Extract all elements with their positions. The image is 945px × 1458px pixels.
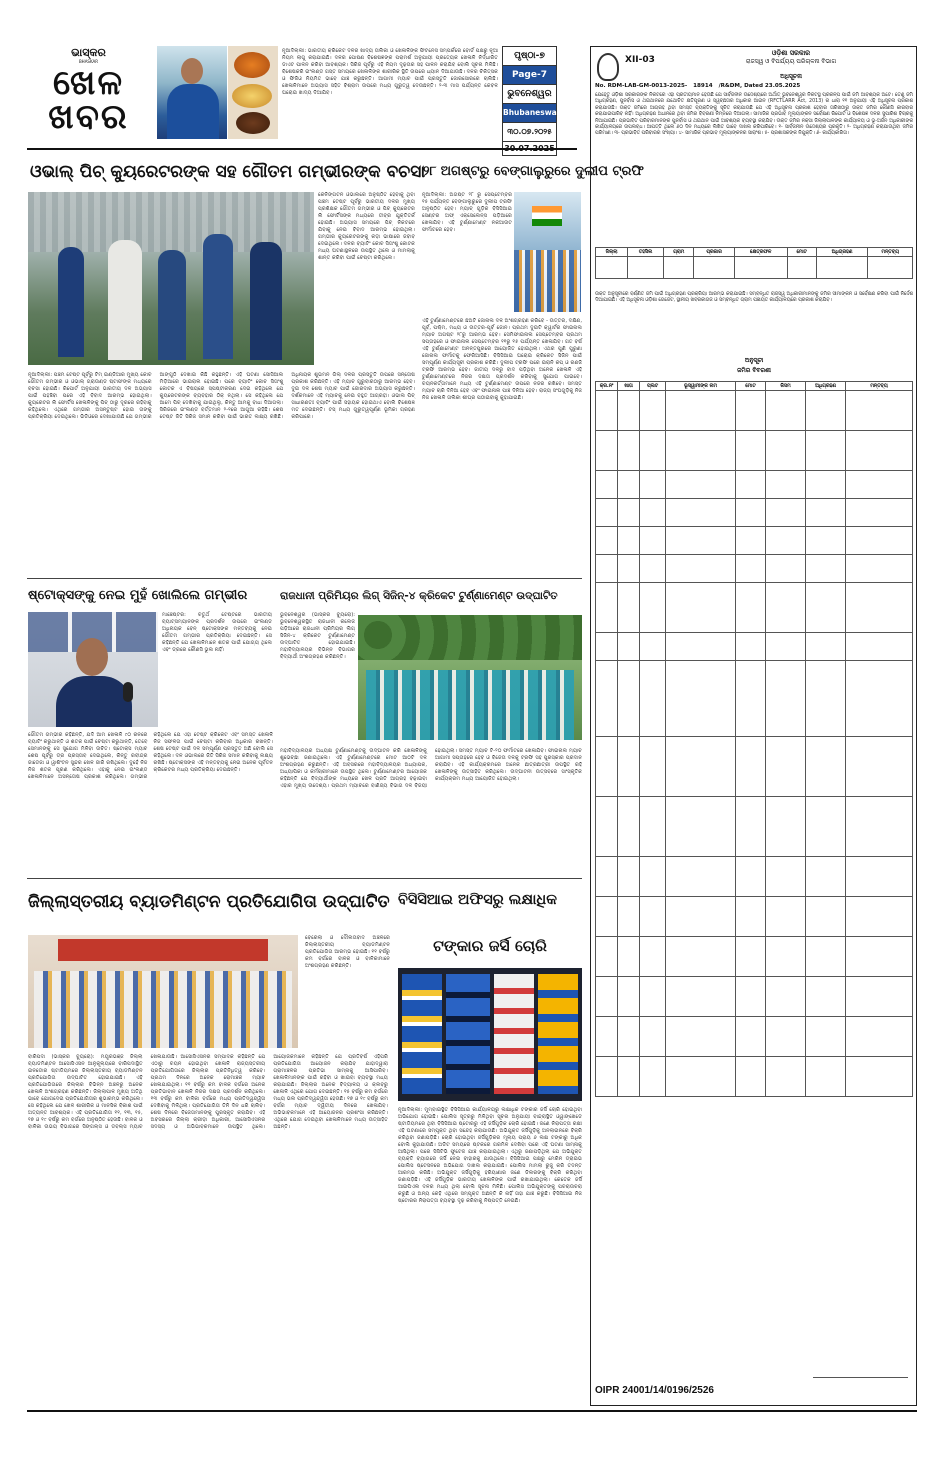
- gambhir-headline: ଷ୍ଟୋକ୍ସଙ୍କୁ ନେଇ ମୁହଁ ଖୋଲିଲେ ଗମ୍ଭୀର: [28, 588, 248, 603]
- capital-photo: [358, 615, 582, 740]
- rule-mid-2: [27, 878, 582, 879]
- masthead: [27, 46, 150, 142]
- page-number-en: Page-7: [503, 66, 556, 85]
- food-bowl-3: [236, 112, 270, 134]
- fans-crowd: [514, 250, 581, 312]
- duleep-column-text: ନୂଆଦିଲ୍ଲୀ: ଅଗଷ୍ଟ ୨୮ ରୁ ସେପ୍ଟେମ୍ବର ୧୫ ପର୍ଯ୍ୟନ୍ତ ବେଙ୍ଗାଲୁରୁରେ ଦୁଲୀପ ଟ୍ରଫି ଅନୁଷ୍ଠିତ ହେବ। ମ୍ୟାଚ୍ ଗୁଡ଼ିକ ବିସିସିଆଇ ସେଣ୍ଟର ଅଫ୍ ଏକ୍ସେଲେନ୍ସ ପଡ଼ିଆରେ ଖେଳାଯିବ। ଏହି ଟୁର୍ଣ୍ଣାମେଣ୍ଟ ନକଆଉଟ ଫର୍ମାଟରେ ହେବ।: [422, 192, 512, 233]
- rule-mid-1: [27, 578, 582, 579]
- capital-column-text: ଭୁବନେଶ୍ୱର (ଭାସ୍କର ବ୍ୟୁରୋ): ଭୁବନେଶ୍ୱରସ୍ଥିତ ରାଜଧାନୀ କଲେଜ ପଡ଼ିଆରେ ରାଜଧାନୀ ପ୍ରିମିୟର ଲିଗ୍ ସିଜିନ-୪ କ୍ରିକେଟ ଟୁର୍ଣ୍ଣାମେଣ୍ଟ ଉଦ୍‌ଘାଟିତ ହୋଇଯାଇଛି। ମହାବିଦ୍ୟାଳୟର ବିଭିନ୍ନ ବିଭାଗର ବିଦ୍ୟାର୍ଥୀ ଅଂଶଗ୍ରହଣ କରିଛନ୍ତି।: [280, 612, 355, 660]
- notice-ref: [595, 83, 915, 89]
- team-group: [366, 670, 574, 740]
- player-2: [108, 240, 142, 360]
- notice-ref-dated: /R&DM, Dated 23.05.2025: [718, 83, 801, 89]
- notice-ref-no: No. RDM-LAB-GM-0013-2025-: [595, 83, 688, 89]
- food-bowl-1: [234, 52, 270, 78]
- notice-table-heading: ଅନୁସୂଚୀ: [744, 357, 764, 364]
- notice-page-code: XII-03: [625, 55, 655, 65]
- badminton-column-text: ବେରେଲା ଓ ଦୌଲତାବାଦ ଅଞ୍ଚଳରେ ଜିଲ୍ଲାସ୍ତରୀୟ ବ୍ୟାଡମିଣ୍ଟନ ପ୍ରତିଯୋଗିତା ଆରମ୍ଭ ହୋଇଛି। ୧୧ ବର୍ଷରୁ କମ ବର୍ଗରେ ବାଳକ ଓ ବାଳିକାମାନେ ଅଂଶଗ୍ରହଣ କରିଛନ୍ତି।: [305, 935, 390, 969]
- notice-preamble: ଯେହେତୁ ଓଡ଼ିଶା ସରକାରଙ୍କ ନିକଟରେ ଏହା ପ୍ରତୀୟମାନ ହେଉଛି ଯେ ସାର୍ବଜନୀନ ଉଦ୍ଦେଶ୍ୟରେ ଅର୍ଥାତ୍ ଭୁବନେଶ୍ୱର ନିକଟସ୍ଥ ପ୍ରକଳ୍ପ ପାଇଁ ଜମି ଆବଶ୍ୟକ ଅଟେ। ତେଣୁ ଜମି ଅଧିଗ୍ରହଣ, ପୁନର୍ବାସ ଓ ଥଇଥାନରେ ଯଥୋଚିତ କ୍ଷତିପୂରଣ ଓ ସ୍ୱଚ୍ଛତାର ଅଧିକାର ଆଇନ (RFCTLARR Act, 2013) ର ଧାରା ୧୧ ଅନୁଯାୟୀ ଏହି ଅଧିସୂଚନା ପ୍ରକାଶ କରାଯାଉଛି। ଉକ୍ତ ଜମିରେ ଆଗ୍ରହ ଥିବା ସମସ୍ତ ବ୍ୟକ୍ତିଙ୍କୁ ସୂଚିତ କରାଯାଉଛି ଯେ ଏହି ଅଧିସୂଚନା ପ୍ରକାଶ ହେବାର ତାରିଖଠାରୁ ଉକ୍ତ ଜମିର କୌଣସି କାରବାର କରାଯାଇପାରିବ ନାହିଁ। ଅଧିଗ୍ରହଣ ଅଧୀନରେ ଥିବା ଜମିର ବିବରଣୀ ନିମ୍ନରେ ଦିଆଗଲା। ସାମାଜିକ ପ୍ରଭାବ ମୂଲ୍ୟାଙ୍କନ ସର୍ବେକ୍ଷଣ ରିପୋର୍ଟ ଓ ବିଶେଷଜ୍ଞ ଦଳର ସୁପାରିଶ ବିଚାରକୁ ନିଆଯାଇଛି। ପ୍ରଭାବିତ ପରିବାରମାନଙ୍କ ପୁନର୍ବାସ ଓ ଥଇଥାନ ପାଇଁ ଆବଶ୍ୟକ ବ୍ୟବସ୍ଥା କରାଯିବ। ଉକ୍ତ ଜମିର ନକ୍ସା ଜିଲ୍ଲାପାଳଙ୍କ କାର୍ଯ୍ୟାଳୟ ଓ ଭୂ-ଅର୍ଜନ ଅଧିକାରୀଙ୍କ କାର୍ଯ୍ୟାଳୟରେ ଉପଲବ୍ଧ। ଆପତ୍ତି ଥିଲେ ୬୦ ଦିନ ମଧ୍ୟରେ ଲିଖିତ ଭାବେ ଦାଖଲ କରିପାରିବେ। ୧- ସାର୍ବଜନୀନ ଉଦ୍ଦେଶ୍ୟର ପ୍ରକୃତି। ୨- ଅଧିଗ୍ରହଣ କରାଯାଉଥିବା ଜମିର ପରିମାଣ। ୩- ପ୍ରଭାବିତ ପରିବାରର ସଂଖ୍ୟା। ୪- ସାମାଜିକ ପ୍ରଭାବ ମୂଲ୍ୟାଙ୍କନର ସାରାଂଶ। ୫- ପ୍ରଶାସକଙ୍କ ନିଯୁକ୍ତି। ୬- କାର୍ଯ୍ୟକାରିତା।: [595, 93, 913, 137]
- food-bowl-2: [232, 84, 272, 108]
- player-4: [203, 234, 233, 359]
- cricketer-head: [181, 58, 203, 84]
- oval-body-text: ନୂଆଦିଲ୍ଲୀ: ପଞ୍ଚମ ଟେଷ୍ଟ ପୂର୍ବରୁ ଟିମ୍ ଇଣ୍ଡିଆର ମୁଖ୍ୟ କୋଚ ଗୌତମ ଗମ୍ଭୀର ଓ ଓଭାଲ୍ ଗ୍ରାଉଣ୍ଡ ଷ୍ଟାଫଙ୍କ ମଧ୍ୟରେ ବଚସା ହୋଇଛି। ରିପୋର୍ଟ ଅନୁଯାୟୀ ଭାରତୀୟ ଦଳ ଅଭ୍ୟାସ ପାଇଁ ପହଞ୍ଚିବା ପରେ ଏହି ବିବାଦ ଆରମ୍ଭ ହୋଇଥିଲା। କ୍ୟୁରେଟର ଲି ଫୋର୍ଟିସ ଖେଳାଳିଙ୍କୁ ପିଚ୍ ଠାରୁ ଦୂରରେ ରହିବାକୁ କହିଥିଲେ। ଏଥିରେ ଗମ୍ଭୀର ଅସନ୍ତୁଷ୍ଟ ହୋଇ ତାଙ୍କୁ ପ୍ରତିକ୍ରିୟା ଦେଇଥିଲେ। ଭିଡିଓରେ ଦେଖାଯାଉଛି ଯେ ଗମ୍ଭୀର ଆଙ୍ଗୁଠି ଦେଖାଇ କିଛି କହୁଛନ୍ତି। ଏହି ଘଟଣା ସୋସିଆଲ ମିଡ଼ିଆରେ ଭାଇରାଲ ହୋଇଛି। ପରେ ବ୍ୟାଟିଂ କୋଚ ସିତାଂଶୁ କୋଟକ ଏ ବିଷୟରେ ସ୍ପଷ୍ଟୀକରଣ ଦେଇ କହିଥିଲେ ଯେ କ୍ୟୁରେଟରଙ୍କ ବ୍ୟବହାର ଠିକ୍ ନଥିଲା। ସେ କହିଥିଲେ ଯେ ଆମେ ପିଚ୍ ଦେଖିବାକୁ ଯାଇଥିଲୁ, କିନ୍ତୁ ଆମକୁ ବାଧା ଦିଆଗଲା। ସିରିଜରେ ଇଂଲଣ୍ଡ ବର୍ତ୍ତମାନ ୨-୧ରେ ଆଗୁଆ ରହିଛି। ଶେଷ ଟେଷ୍ଟ ଜିତି ସିରିଜ ସମାନ କରିବା ପାଇଁ ଭାରତ ଲକ୍ଷ୍ୟ ରଖିଛି। ଅଧିନାୟକ ଶୁଭମନ ଗିଲ୍ ଦଳର ପ୍ରସ୍ତୁତି ଉପରେ ସନ୍ତୋଷ ପ୍ରକାଶ କରିଛନ୍ତି। ଏହି ମ୍ୟାଚ ଗୁରୁବାରଠାରୁ ଆରମ୍ଭ ହେବ। ଦୁଇ ଦଳ ଶେଷ ମ୍ୟାଚ ପାଇଁ ଜୋରଦାର ଅଭ୍ୟାସ କରୁଛନ୍ତି। ଦର୍ଶକମାନେ ଏହି ମ୍ୟାଚକୁ ନେଇ ବହୁତ ଆଗ୍ରହୀ। ଓଭାଲ ପିଚ୍ ସାଧାରଣତଃ ବ୍ୟାଟିଂ ପାଇଁ ସହାୟକ ହୋଇଥାଏ ବୋଲି ବିଶେଷଜ୍ଞ ମତ ଦେଇଛନ୍ତି। ଟସ୍ ମଧ୍ୟ ଗୁରୁତ୍ୱପୂର୍ଣ୍ଣ ଭୂମିକା ଗ୍ରହଣ କରିପାରେ।: [28, 372, 415, 420]
- capital-headline: ରାଜଧାନୀ ପ୍ରିମିୟର ଲିଗ୍ ସିଜିନ୍-୪ କ୍ରିକେଟ ଟୁର୍ଣ୍ଣାମେଣ୍ଟ ଉଦ୍‌ଘାଟିତ: [280, 590, 558, 602]
- cricketer-body: [167, 84, 219, 139]
- notice-schedule-table: କ୍ର.ନଂ ଖାତା ପ୍ଲଟ ଭୂସ୍ୱାମୀଙ୍କ ନାମ ମୋଟ କିସମ ଅଧିଗ୍ରହଣ ମନ୍ତବ୍ୟ: [595, 381, 913, 1097]
- bcci-body-text: ନୂଆଦିଲ୍ଲୀ: ମୁମ୍ବାଇସ୍ଥିତ ବିସିସିଆଇ କାର୍ଯ୍ୟାଳୟରୁ ଲକ୍ଷାଧିକ ଟଙ୍କାର ଜର୍ସି ଚୋରି ହୋଇଥିବା ଅଭିଯୋଗ ହୋଇଛି। ପୋଲିସ ସୂତ୍ରରୁ ମିଳିଥିବା ସୂଚନା ଅନୁଯାୟୀ ବାନ୍ଦ୍ରାସ୍ଥିତ ଓ୍ୱାଙ୍ଖେଡେ ଷ୍ଟାଡିୟମରେ ଥିବା ବିସିସିଆଇ ଷ୍ଟୋରରୁ ଏହି ଜର୍ସିଗୁଡ଼ିକ ଚୋରି ହୋଇଛି। ଜଣେ ନିରାପତ୍ତା ରକ୍ଷୀ ଏହି ଘଟଣାରେ ସମ୍ପୃକ୍ତ ଥିବା ସନ୍ଦେହ କରାଯାଉଛି। ଅଭିଯୁକ୍ତ ଜର୍ସିଗୁଡ଼ିକୁ ଅନଲାଇନରେ ବିକ୍ରି କରିଥିବା ଜଣାପଡ଼ିଛି। ଚୋରି ହୋଇଥିବା ଜର୍ସିଗୁଡ଼ିକର ମୂଲ୍ୟ ପ୍ରାୟ ୬ ଲକ୍ଷ ଟଙ୍କାରୁ ଅଧିକ ବୋଲି କୁହାଯାଉଛି। ଅଡିଟ ସମୟରେ ଷ୍ଟକରେ ଗରମିଳ ଦେଖିବା ପରେ ଏହି ଘଟଣା ସାମ୍ନାକୁ ଆସିଥିଲା। ପରେ ସିସିଟିଭି ଫୁଟେଜ ଯାଞ୍ଚ କରାଯାଇଥିଲା। ଏଥିରୁ ଜଣାପଡ଼ିଥିଲା ଯେ ଅଭିଯୁକ୍ତ ବ୍ୟକ୍ତି ବ୍ୟାଗରେ ଜର୍ସି ନେଇ ବାହାରକୁ ଯାଉଥିଲେ। ବିସିସିଆଇ ପକ୍ଷରୁ ମେରିନ ଡ୍ରାଇଭ ପୋଲିସ ଷ୍ଟେସନରେ ଅଭିଯୋଗ ଦାଖଲ କରାଯାଇଛି। ପୋଲିସ ମାମଲା ରୁଜୁ କରି ତଦନ୍ତ ଆରମ୍ଭ କରିଛି। ଅଭିଯୁକ୍ତ ଜର୍ସିଗୁଡ଼ିକୁ ହରିୟାଣାର ଜଣେ ଡିଲରଙ୍କୁ ବିକ୍ରି କରିଥିବା ଜଣାପଡ଼ିଛି। ଏହି ଜର୍ସିଗୁଡ଼ିକ ଭାରତୀୟ ଖେଳାଳିଙ୍କ ପାଇଁ ରଖାଯାଇଥିଲା। କେତେକ ଜର୍ସି ଆଇପିଏଲ ଦଳର ମଧ୍ୟ ଥିଲା ବୋଲି ସୂଚନା ମିଳିଛି। ପୋଲିସ ଅଭିଯୁକ୍ତଙ୍କୁ ପଚରାଉଚରା କରୁଛି ଓ ଅନ୍ୟ କେହି ଏଥିରେ ସମ୍ପୃକ୍ତ ଅଛନ୍ତି କି ନାହିଁ ତାହା ଯାଞ୍ଚ କରୁଛି। ବିସିସିଆଇ ନିଜ ଷ୍ଟୋରର ନିରାପତ୍ତା ବ୍ୟବସ୍ଥା ଦୃଢ଼ କରିବାକୁ ନିଷ୍ପତ୍ତି ନେଇଛି।: [398, 1107, 582, 1204]
- jersey-rack-4: [538, 974, 578, 1094]
- gambhir-body: [56, 676, 132, 727]
- duleep-photo: [514, 192, 581, 312]
- rule-top: [27, 148, 577, 150]
- page-number-or: ପୃଷ୍ଠା-୭: [503, 47, 556, 66]
- duleep-body-text: ଏହି ଟୁର୍ଣ୍ଣାମେଣ୍ଟରେ ଛଅଟି ଜୋନାଲ ଦଳ ଅଂଶଗ୍ରହଣ କରିବେ - ଉତ୍ତର, ଦକ୍ଷିଣ, ପୂର୍ବ, ପଶ୍ଚିମ, ମଧ୍ୟ ଓ ଉତ୍ତର-ପୂର୍ବ ଜୋନ। ପ୍ରଥମ ଦୁଇଟି କ୍ୱାର୍ଟର ଫାଇନାଲ ମ୍ୟାଚ ଅଗଷ୍ଟ ୨୮ରୁ ଆରମ୍ଭ ହେବ। ସେମିଫାଇନାଲ ସେପ୍ଟେମ୍ବର ପ୍ରଥମ ସପ୍ତାହରେ ଓ ଫାଇନାଲ ସେପ୍ଟେମ୍ବର ୧୧ରୁ ୧୫ ପର୍ଯ୍ୟନ୍ତ ଖେଳାଯିବ। ଗତ ବର୍ଷ ଏହି ଟୁର୍ଣ୍ଣାମେଣ୍ଟ ଅନନ୍ତପୁରରେ ଆୟୋଜିତ ହୋଇଥିଲା। ଏଥର ପୁଣି ପୁରୁଣା ଜୋନାଲ ଫର୍ମାଟକୁ ଫେରିଆସିଛି। ବିସିସିଆଇ ଘରୋଇ କ୍ରିକେଟ ସିଜିନ ପାଇଁ ସମ୍ପୂର୍ଣ୍ଣ କାର୍ଯ୍ୟସୂଚୀ ପ୍ରକାଶ କରିଛି। ଦୁଲୀପ ଟ୍ରଫି ପରେ ଇରାନି କପ୍ ଓ ରଣଜି ଟ୍ରଫି ଆରମ୍ଭ ହେବ। ଜାତୀୟ ଦଳରୁ ବାଦ ପଡ଼ିଥିବା ଅନେକ ଖେଳାଳି ଏହି ଟୁର୍ଣ୍ଣାମେଣ୍ଟରେ ନିଜର ଦକ୍ଷତା ପ୍ରଦର୍ଶନ କରିବାକୁ ସୁଯୋଗ ପାଇବେ। ଚୟନକର୍ତ୍ତାମାନେ ମଧ୍ୟ ଏହି ଟୁର୍ଣ୍ଣାମେଣ୍ଟ ଉପରେ ନଜର ରଖିବେ। ସମସ୍ତ ମ୍ୟାଚ ଚାରି ଦିନିଆ ହେବ ଏବଂ ଫାଇନାଲ ପାଞ୍ଚ ଦିନିଆ ହେବ। ରାଜ୍ୟ ସଂଘଗୁଡ଼ିକୁ ନିଜ ନିଜ ଖେଳାଳି ତାଲିକା ଶୀଘ୍ର ପଠାଇବାକୁ କୁହାଯାଇଛି।: [422, 318, 582, 401]
- notice-oipr: OIPR 24001/14/0196/2526: [595, 1385, 714, 1396]
- oval-column-text: କେନିଙ୍ଗଟନ ଓଭାଲରେ ଅନୁଷ୍ଠିତ ହେବାକୁ ଥିବା ପଞ୍ଚମ ଟେଷ୍ଟ ପୂର୍ବରୁ ଭାରତୀୟ ଦଳର ମୁଖ୍ୟ ପ୍ରଶିକ୍ଷକ ଗୌତମ ଗମ୍ଭୀର ଓ ପିଚ୍ କ୍ୟୁରେଟର ଲି ଫୋର୍ଟିସଙ୍କ ମଧ୍ୟରେ ତୀବ୍ର ଯୁକ୍ତିତର୍କ ହୋଇଛି। ଅଭ୍ୟାସ ସମୟରେ ପିଚ୍ ନିକଟରେ ଯିବାକୁ ନେଇ ବିବାଦ ଆରମ୍ଭ ହୋଇଥିଲା। ଗମ୍ଭୀର କ୍ୟୁରେଟରଙ୍କୁ କଡ଼ା ଭାଷାରେ ଜବାବ ଦେଇଥିଲେ। ଦଳର ବ୍ୟାଟିଂ କୋଚ ସିତାଂଶୁ କୋଟକ ମଧ୍ୟ ଘଟଣାସ୍ଥଳରେ ଉପସ୍ଥିତ ଥିଲେ ଓ ମାମଲାକୁ ଶାନ୍ତ କରିବା ପାଇଁ ଚେଷ୍ଟା କରିଥିଲେ।: [318, 192, 415, 261]
- food-photo: [228, 46, 278, 139]
- badminton-photo: [28, 935, 298, 1048]
- microphone-icon: [123, 682, 133, 702]
- jersey-rack-3: [494, 974, 534, 1094]
- govt-emblem-icon: [597, 53, 619, 81]
- player-3: [158, 250, 186, 360]
- notice-issuer-1: ଓଡ଼ିଶା ସରକାର: [771, 49, 811, 57]
- banner: [58, 939, 268, 961]
- jersey-rack-1: [402, 974, 442, 1094]
- participants-group: [34, 971, 292, 1048]
- gambhir-column-text: ମାଞ୍ଚେଷ୍ଟର: ଚତୁର୍ଥ ଟେଷ୍ଟରେ ଭାରତୀୟ ବ୍ୟାଟ୍ସମ୍ୟାନଙ୍କ ପ୍ରଦର୍ଶନ ଉପରେ ଇଂଲଣ୍ଡ ଅଧିନାୟକ ବେନ୍ ଷ୍ଟୋକ୍ସଙ୍କ ମନ୍ତବ୍ୟକୁ ନେଇ ଗୌତମ ଗମ୍ଭୀର ପ୍ରତିକ୍ରିୟା ଦେଇଛନ୍ତି। ସେ କହିଛନ୍ତି ଯେ ଖେଳାଳିମାନେ ଶତକ ପାଇଁ ଯୋଗ୍ୟ ଥିଲେ ଏବଂ ଡ୍ରରେ କୌଣସି ଭୁଲ ନାହିଁ।: [162, 612, 272, 653]
- brand-top: ଭାସ୍କର: [71, 46, 106, 59]
- notice-middle-text: ଉକ୍ତ ଅନୁସୂଚୀରେ ବର୍ଣ୍ଣିତ ଜମି ପାଇଁ ଅଧିଗ୍ରହଣ ପ୍ରକ୍ରିୟା ଆରମ୍ଭ କରାଯାଇଛି। ସମ୍ବନ୍ଧିତ ରାଜସ୍ୱ ଅଧିକାରୀମାନଙ୍କୁ ଜମିର ସୀମାଙ୍କନ ଓ ସର୍ବେକ୍ଷଣ କରିବା ପାଇଁ ନିର୍ଦ୍ଦେଶ ଦିଆଯାଇଛି। ଏହି ଅଧିସୂଚନା ଓଡ଼ିଶା ଗେଜେଟ, ସ୍ଥାନୀୟ ଖବରକାଗଜ ଓ ସମ୍ବନ୍ଧିତ ଗ୍ରାମ ପଞ୍ଚାୟତ କାର୍ଯ୍ୟାଳୟରେ ପ୍ରକାଶ କରାଯିବ।: [595, 292, 913, 304]
- notice-issuer-2: ରାଜସ୍ୱ ଓ ବିପର୍ଯ୍ୟୟ ପରିଚାଳନା ବିଭାଗ: [745, 58, 837, 65]
- jersey-rack-2: [446, 974, 490, 1094]
- flag-icon: [532, 206, 562, 226]
- player-1: [58, 247, 84, 357]
- masthead-article-text: ନୂଆଦିଲ୍ଲୀ: ଭାରତୀୟ କ୍ରିକେଟ ଦଳର ଖାଦ୍ୟ ତାଲିକା ଓ ଖେଳାଳିଙ୍କ ଫିଟନେସ ସମ୍ପର୍କରେ ବୋର୍ଡ ପକ୍ଷରୁ ନୂଆ ନିୟମ ଲାଗୁ କରାଯାଇଛି। ଦଳର ପୋଷଣ ବିଶେଷଜ୍ଞଙ୍କ ପରାମର୍ଶ ଅନୁଯାୟୀ ପ୍ରତ୍ୟେକ ଖେଳାଳି ନିର୍ଦ୍ଧାରିତ ଡାଏଟ ପାଳନ କରିବା ଆବଶ୍ୟକ। ସିରିଜ ପୂର୍ବରୁ ଏହି ନିୟମ ଦୃଢ଼ତାର ସହ ପାଳନ କରାଯିବ ବୋଲି ସୂଚନା ମିଳିଛି। ବିଶେଷକରି ଇଂଲଣ୍ଡ ଗସ୍ତ ସମୟରେ ଖେଳାଳିଙ୍କ ଶାରୀରିକ ସ୍ଥିତି ଉପରେ ଧ୍ୟାନ ଦିଆଯାଉଛି। ଦଳର ଚିକିତ୍ସକ ଓ ଫିଜିଓ ନିୟମିତ ଭାବେ ଯାଞ୍ଚ କରୁଛନ୍ତି। ଆଗାମୀ ମ୍ୟାଚ ପାଇଁ ପ୍ରସ୍ତୁତି ଜୋରସୋରରେ ଚାଲିଛି। ଖେଳାଳିମାନେ ଅଭ୍ୟାସ ସହିତ ବିଶ୍ରାମ ଉପରେ ମଧ୍ୟ ଗୁରୁତ୍ୱ ଦେଉଛନ୍ତି। ୨-୩ ମାସ ପର୍ଯ୍ୟନ୍ତ କେବଳ ଘରୋଇ ଖାଦ୍ୟ ଦିଆଯିବ।: [282, 48, 498, 96]
- oval-photo: [28, 192, 314, 365]
- bcci-headline-1: ବିସିସିଆଇ ଅଫିସରୁ ଲକ୍ଷାଧିକ: [398, 892, 557, 908]
- oval-headline: ଓଭାଲ୍ ପିଚ୍ କ୍ୟୁରେଟରଙ୍କ ସହ ଗୌତମ ଗମ୍ଭୀରଙ୍କ ବଚସା: [30, 162, 426, 182]
- notice-schedule-heading: ଜମିର ବିବରଣୀ: [737, 367, 771, 374]
- capital-body-text: ମହାବିଦ୍ୟାଳୟର ଅଧ୍ୟକ୍ଷ ଟୁର୍ଣ୍ଣାମେଣ୍ଟକୁ ଉଦ୍‌ଘାଟନ କରି ଖେଳାଳିଙ୍କୁ ଶୁଭେଚ୍ଛା ଜଣାଇଥିଲେ। ଏହି ଟୁର୍ଣ୍ଣାମେଣ୍ଟରେ ମୋଟ ଆଠଟି ଦଳ ଅଂଶଗ୍ରହଣ କରୁଛନ୍ତି। ଏହି ଅବସରରେ ମହାବିଦ୍ୟାଳୟର ଅଧ୍ୟାପକ, ଅଧ୍ୟାପିକା ଓ କର୍ମଚାରୀମାନେ ଉପସ୍ଥିତ ଥିଲେ। ଟୁର୍ଣ୍ଣାମେଣ୍ଟର ଆୟୋଜକ କହିଛନ୍ତି ଯେ ବିଦ୍ୟାର୍ଥୀଙ୍କ ମଧ୍ୟରେ ଖେଳ ପ୍ରତି ଆଗ୍ରହ ବଢ଼ାଇବା ଏହାର ମୁଖ୍ୟ ଉଦ୍ଦେଶ୍ୟ। ପ୍ରଥମ ମ୍ୟାଚରେ ବାଣିଜ୍ୟ ବିଭାଗ ଦଳ ବିଜୟୀ ହୋଇଥିଲା। ସମସ୍ତ ମ୍ୟାଚ ଟି-୨୦ ଫର୍ମାଟରେ ଖେଳାଯିବ। ଫାଇନାଲ ମ୍ୟାଚ ଆଗାମୀ ସପ୍ତାହରେ ହେବ ଓ ବିଜେତା ଦଳକୁ ଟ୍ରଫି ସହ ପୁରସ୍କାର ପ୍ରଦାନ କରାଯିବ। ଏହି କାର୍ଯ୍ୟକ୍ରମରେ ଅନେକ ଛାତ୍ରଛାତ୍ରୀ ଉପସ୍ଥିତ ରହି ଖେଳାଳିଙ୍କୁ ଉତ୍ସାହିତ କରିଥିଲେ। ଉଦ୍‌ଘାଟନୀ ଉତ୍ସବରେ ସାଂସ୍କୃତିକ କାର୍ଯ୍ୟକ୍ରମ ମଧ୍ୟ ଆୟୋଜିତ ହୋଇଥିଲା।: [280, 748, 582, 789]
- notice-ref-num: 18914: [693, 83, 713, 89]
- notice-issuer-3: ଅଧିସୂଚନା: [780, 73, 802, 80]
- notice-signature: [813, 1377, 908, 1401]
- page-info-box: [502, 46, 561, 142]
- gambhir-head: [76, 638, 108, 676]
- bcci-headline-2: ଟଙ୍କାର ଜର୍ସି ଚୋରି: [433, 937, 547, 955]
- badminton-headline: ଜିଲ୍ଲାସ୍ତରୀୟ ବ୍ୟାଡମିଣ୍ଟନ ପ୍ରତିଯୋଗିତା ଉଦ୍‌ଘାଟିତ: [28, 892, 390, 912]
- city-en: Bhubaneswar: [503, 104, 556, 123]
- gambhir-photo: [28, 612, 158, 727]
- city-or: ଭୁବନେଶ୍ୱର: [503, 85, 556, 104]
- gambhir-body-text: ଗୌତମ ଗମ୍ଭୀର କହିଛନ୍ତି, ଯଦି ଆମ ଖେଳାଳି ୯୦ ରନରେ ବ୍ୟାଟିଂ କରୁଥାନ୍ତି ଓ ଶତକ ପାଇଁ ଚେଷ୍ଟା କରୁଥାନ୍ତି, ତେବେ ସେମାନଙ୍କୁ ସେ ସୁଯୋଗ ମିଳିବା ଉଚିତ। ଷ୍ଟୋକ୍ସ ମ୍ୟାଚ ଶେଷ ପୂର୍ବରୁ ଡ୍ର ପ୍ରସ୍ତାବ ଦେଇଥିଲେ, କିନ୍ତୁ ରବୀନ୍ଦ୍ର ଜାଡେଜା ଓ ୱାଶିଂଟନ ସୁନ୍ଦର ଖେଳ ଜାରି ରଖିଥିଲେ। ଦୁହେଁ ନିଜ ନିଜ ଶତକ ପୂରଣ କରିଥିଲେ। ଏହାକୁ ନେଇ ଇଂଲଣ୍ଡ ଖେଳାଳିମାନେ ଅସନ୍ତୋଷ ପ୍ରକାଶ କରିଥିଲେ। ଗମ୍ଭୀର କହିଥିଲେ ଯେ ଏହା ଟେଷ୍ଟ କ୍ରିକେଟ ଏବଂ ସମସ୍ତ ଖେଳାଳି ନିଜ ସଫଳତା ପାଇଁ ଚେଷ୍ଟା କରିବାର ଅଧିକାର ରଖନ୍ତି। ଶେଷ ଟେଷ୍ଟ ପାଇଁ ଦଳ ସମ୍ପୂର୍ଣ୍ଣ ପ୍ରସ୍ତୁତ ଅଛି ବୋଲି ସେ କହିଥିଲେ। ଦଳ ଓଭାଲରେ ଜିତି ସିରିଜ ସମାନ କରିବାକୁ ଲକ୍ଷ୍ୟ ରଖିଛି। ଷ୍ଟୋକ୍ସଙ୍କ ଏହି ମନ୍ତବ୍ୟକୁ ନେଇ ଅନେକ ପୂର୍ବତନ କ୍ରିକେଟର ମଧ୍ୟ ପ୍ରତିକ୍ରିୟା ଦେଇଛନ୍ତି।: [28, 732, 273, 780]
- rule-bottom: [27, 1410, 917, 1412]
- date-or: ୩୦.୦୭.୨୦୨୫: [503, 123, 556, 142]
- badminton-body-text: ବାରିପଦା (ଭାସ୍କର ବ୍ୟୁରୋ): ମୟୂରଭଞ୍ଜ ଜିଲ୍ଲା ବ୍ୟାଡମିଣ୍ଟନ ଆସୋସିଏସନ ଆନୁକୂଲ୍ୟରେ ବାରିପଦାସ୍ଥିତ ଇନଡୋର ଷ୍ଟାଡିୟମରେ ଜିଲ୍ଲାସ୍ତରୀୟ ବ୍ୟାଡମିଣ୍ଟନ ପ୍ରତିଯୋଗିତା ଉଦ୍‌ଘାଟିତ ହୋଇଯାଇଛି। ଏହି ପ୍ରତିଯୋଗିତାରେ ଜିଲ୍ଲାର ବିଭିନ୍ନ ଅଞ୍ଚଳରୁ ଅନେକ ଖେଳାଳି ଅଂଶଗ୍ରହଣ କରିଛନ୍ତି। ଜିଲ୍ଲାପାଳ ମୁଖ୍ୟ ଅତିଥି ଭାବେ ଯୋଗଦେଇ ପ୍ରତିଯୋଗିତାର ଶୁଭାରମ୍ଭ କରିଥିଲେ। ସେ କହିଥିଲେ ଯେ ଖେଳ ଶାରୀରିକ ଓ ମାନସିକ ବିକାଶ ପାଇଁ ଅତ୍ୟନ୍ତ ଆବଶ୍ୟକ। ଏହି ପ୍ରତିଯୋଗିତା ୧୧, ୧୩, ୧୫, ୧୭ ଓ ୧୯ ବର୍ଷରୁ କମ ବର୍ଗରେ ଅନୁଷ୍ଠିତ ହେଉଛି। ବାଳକ ଓ ବାଳିକା ଉଭୟ ବିଭାଗରେ ସିଙ୍ଗଲ୍ସ ଓ ଡବଲ୍ସ ମ୍ୟାଚ ଖେଳାଯାଉଛି। ଆସୋସିଏସନର ସମ୍ପାଦକ କହିଛନ୍ତି ଯେ ଏଠାରୁ ଚୟନ ହୋଇଥିବା ଖେଳାଳି ରାଜ୍ୟସ୍ତରୀୟ ପ୍ରତିଯୋଗିତାରେ ଜିଲ୍ଲାର ପ୍ରତିନିଧିତ୍ୱ କରିବେ। ପ୍ରଥମ ଦିନରେ ଅନେକ ରୋମାଞ୍ଚକ ମ୍ୟାଚ ଖେଳାଯାଇଥିଲା। ୧୧ ବର୍ଷରୁ କମ ବାଳକ ବର୍ଗରେ ଅନେକ ପ୍ରତିଭାବାନ ଖେଳାଳି ନିଜର ଦକ୍ଷତା ପ୍ରଦର୍ଶନ କରିଥିଲେ। ୧୩ ବର୍ଷରୁ କମ ବାଳିକା ବର୍ଗରେ ମଧ୍ୟ ପ୍ରତିଦ୍ୱନ୍ଦ୍ୱିତା ଦେଖିବାକୁ ମିଳିଥିଲା। ପ୍ରତିଯୋଗିତା ତିନି ଦିନ ଧରି ଚାଲିବ। ଶେଷ ଦିନରେ ବିଜେତାମାନଙ୍କୁ ପୁରସ୍କୃତ କରାଯିବ। ଏହି ଅବସରରେ ଜିଲ୍ଲା କ୍ରୀଡ଼ା ଅଧିକାରୀ, ଆସୋସିଏସନର ସଦସ୍ୟ ଓ ଅଭିଭାବକମାନେ ଉପସ୍ଥିତ ଥିଲେ। ଆୟୋଜକମାନେ କହିଛନ୍ତି ଯେ ପ୍ରତିବର୍ଷ ଏହିପରି ପ୍ରତିଯୋଗିତା ଆୟୋଜନ କରାଯିବ ଯାହାଦ୍ୱାରା ଗ୍ରାମାଞ୍ଚଳର ପ୍ରତିଭା ସାମ୍ନାକୁ ଆସିପାରିବ। ଖେଳାଳିମାନଙ୍କ ପାଇଁ ରହିବା ଓ ଖାଇବା ବ୍ୟବସ୍ଥା ମଧ୍ୟ କରାଯାଇଛି। ଜିଲ୍ଲାର ଅନେକ ବିଦ୍ୟାଳୟ ଓ କ୍ଲବରୁ ଖେଳାଳି ଏଥିରେ ଯୋଗ ଦେଇଛନ୍ତି। ୧୫ ବର୍ଷରୁ କମ ବର୍ଗରେ ମଧ୍ୟ ଭଲ ପ୍ରତିଦ୍ୱନ୍ଦ୍ୱିତା ହେଉଛି। ୧୭ ଓ ୧୯ ବର୍ଷରୁ କମ ବର୍ଗର ମ୍ୟାଚ ଦ୍ୱିତୀୟ ଦିନରେ ଖେଳାଯିବ। ଅଭିଭାବକମାନେ ଏହି ଆୟୋଜନର ପ୍ରଶଂସା କରିଛନ୍ତି। ଏଥିରେ ଯୋଗ ଦେଇଥିବା ଖେଳାଳିମାନେ ମଧ୍ୟ ଉତ୍ସାହିତ ଅଛନ୍ତି।: [28, 1054, 388, 1130]
- duleep-headline: ୨୮ ଅଗଷ୍ଟରୁ ବେଙ୍ଗାଲୁରୁରେ ଦୁଲୀପ ଟ୍ରଫି: [423, 164, 644, 179]
- jersey-photo: [398, 968, 582, 1101]
- cricketer-photo: [157, 46, 227, 139]
- player-5: [250, 242, 282, 360]
- notice-summary-table: ଜିଲ୍ଲା ତହସିଲ ଗ୍ରାମ ପ୍ରକାର କ୍ଷେତ୍ରଫଳ ମୋଟ ଅଧିଗ୍ରହଣ ମନ୍ତବ୍ୟ: [595, 247, 913, 279]
- trees: [358, 615, 582, 660]
- govt-notice: [590, 46, 917, 1406]
- brand-sub: BHASKAR: [78, 59, 99, 64]
- brand-line1: ଖେଳ: [52, 63, 124, 103]
- brand-line2: ଖବର: [48, 97, 129, 137]
